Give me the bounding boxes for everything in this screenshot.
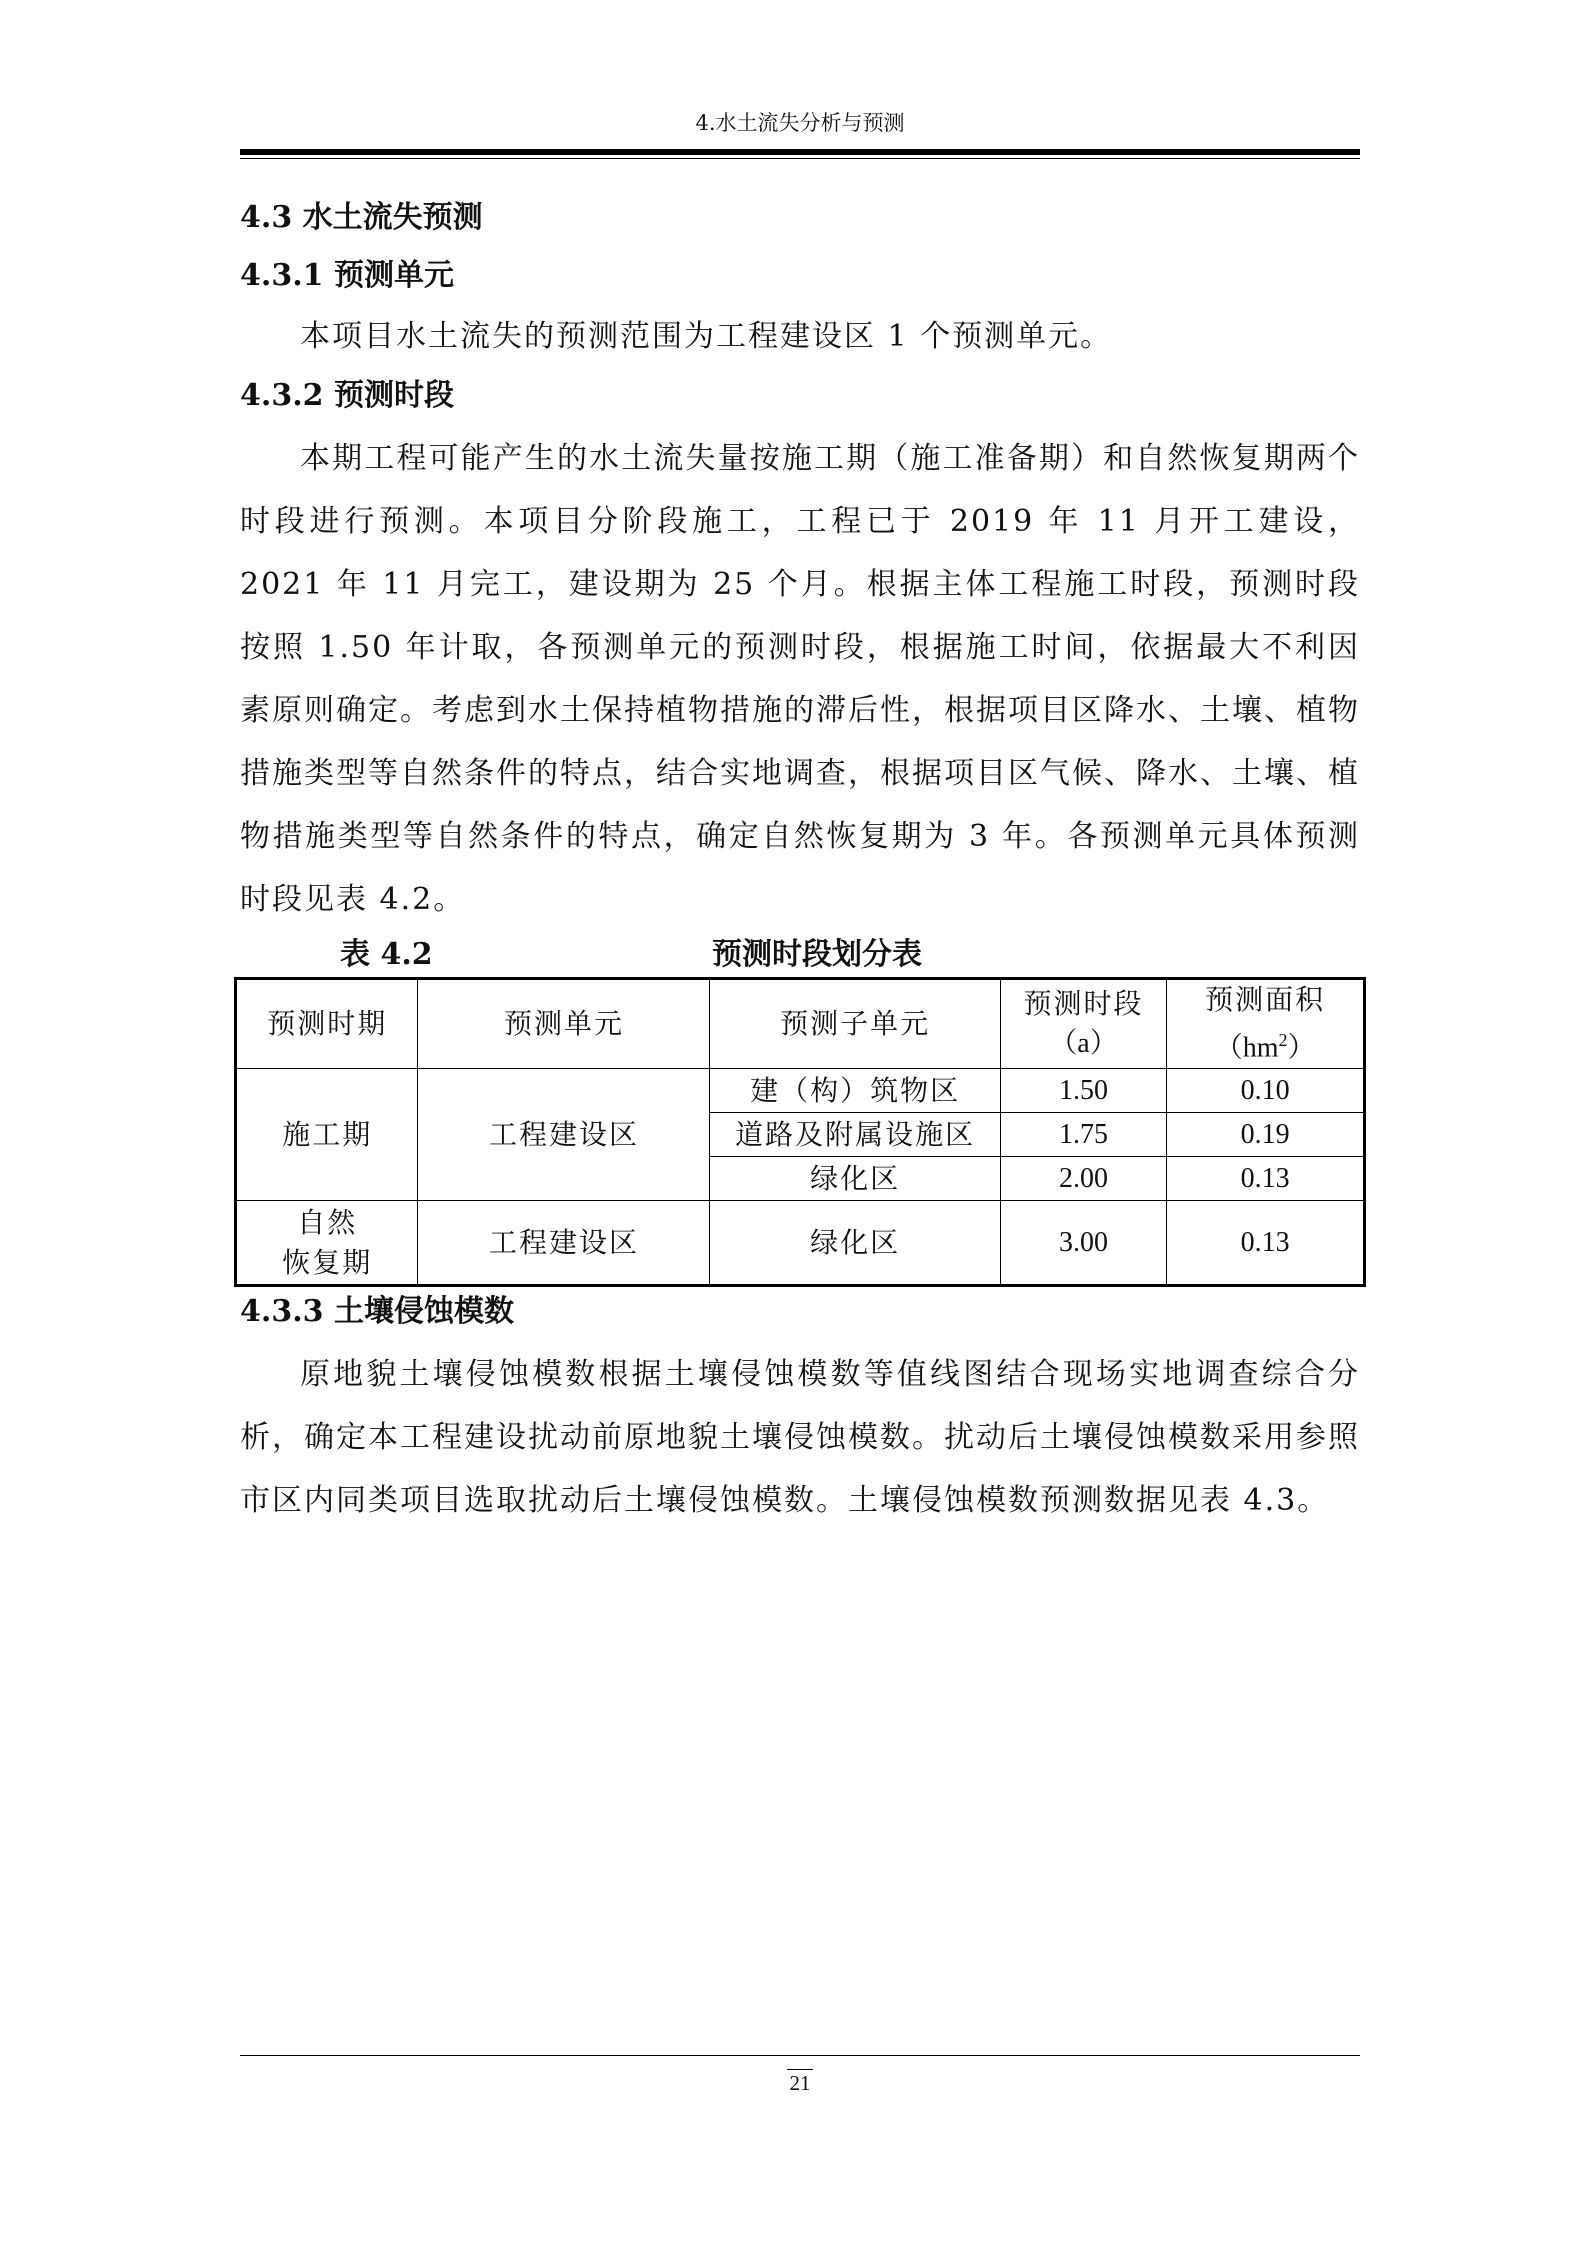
header-rule-thin [240,158,1360,159]
cell-unit-recovery: 工程建设区 [418,1201,710,1286]
header-area-unit [1167,1020,1363,1068]
footer-rule [240,2055,1360,2056]
table-row [236,1069,1365,1113]
cell-duration: 2.00 [1000,1157,1167,1201]
cell-area: 0.10 [1167,1069,1365,1113]
header-rule [240,149,1360,155]
section-heading-4-3-2: 4.3.2 预测时段 [240,378,454,413]
table-title: 预测时段划分表 [712,937,922,972]
cell-period-construction: 施工期 [236,1069,418,1201]
header-cell-period: 预测时期 [236,979,418,1069]
running-header: 4.水土流失分析与预测 [695,111,905,135]
page-number: 21 [789,2071,811,2095]
cell-subunit: 绿化区 [710,1201,1000,1286]
prediction-period-table [234,977,1366,1287]
period-recovery-line2: 恢复期 [282,1245,373,1279]
header-area-line1: 预测面积 [1205,983,1326,1016]
section-heading-4-3-3: 4.3.3 土壤侵蚀模数 [240,1294,514,1330]
cell-subunit: 建（构）筑物区 [710,1069,1000,1113]
page-body [240,190,1360,1532]
cell-area: 0.13 [1167,1201,1365,1286]
header-area-unit-sup: 2 [1278,1030,1288,1050]
section-heading-4-3: 4.3 水土流失预测 [240,200,483,235]
cell-unit-construction: 工程建设区 [418,1069,710,1201]
header-duration-line1: 预测时段 [1023,987,1144,1021]
cell-duration: 1.75 [1000,1113,1167,1157]
table-row [236,1201,1365,1286]
cell-period-recovery [236,1201,418,1286]
header-cell-duration [1000,979,1167,1069]
paragraph-erosion-modulus: 原地貌土壤侵蚀模数根据土壤侵蚀模数等值线图结合现场实地调查综合分析，确定本工程建设扰动前原地貌土壤侵蚀模数。扰动后土壤侵蚀模数采用参照市区内同类项目选取扰动后土壤侵蚀模数。土壤侵蚀模数预测数据见表 4.3。 [240,1357,1360,1519]
cell-duration: 1.50 [1000,1069,1167,1113]
cell-subunit: 绿化区 [710,1157,1000,1201]
header-duration-unit: （a） [1049,1028,1118,1060]
period-recovery-line1: 自然 [297,1205,358,1239]
paragraph-prediction-period: 本期工程可能产生的水土流失量按施工期（施工准备期）和自然恢复期两个时段进行预测。本项目分阶段施工，工程已于 2019 年 11 月开工建设，2021 年 11 月完工，建设期为 25 个月。根据主体工程施工时段，预测时段按照 1.50 年计取，各预测单元的预测时段，根据施工时间，依据最大不利因素原则确定。考虑到水土保持植物措施的滞后性，根据项目区降水、土壤、植物措施类型等自然条件的特点，结合实地调查，根据项目区气候、降水、土壤、植物措施类型等自然条件的特点，确定自然恢复期为 3 年。各预测单元具体预测时段见表 4.2。 [240,441,1360,917]
section-heading-4-3-1: 4.3.1 预测单元 [240,258,454,293]
header-cell-area [1167,979,1365,1069]
cell-area: 0.19 [1167,1113,1365,1157]
cell-subunit: 道路及附属设施区 [710,1113,1000,1157]
header-cell-unit: 预测单元 [418,979,710,1069]
cell-area: 0.13 [1167,1157,1365,1201]
table-number: 表 4.2 [340,937,433,972]
cell-duration: 3.00 [1000,1201,1167,1286]
header-cell-subunit: 预测子单元 [710,979,1000,1069]
paragraph-prediction-unit: 本项目水土流失的预测范围为工程建设区 1 个预测单元。 [300,319,1113,354]
table-caption [240,933,1360,977]
header-area-unit-open: （hm [1214,1032,1279,1064]
table-header-row [236,979,1365,1069]
header-area-unit-close: ） [1287,1032,1316,1064]
